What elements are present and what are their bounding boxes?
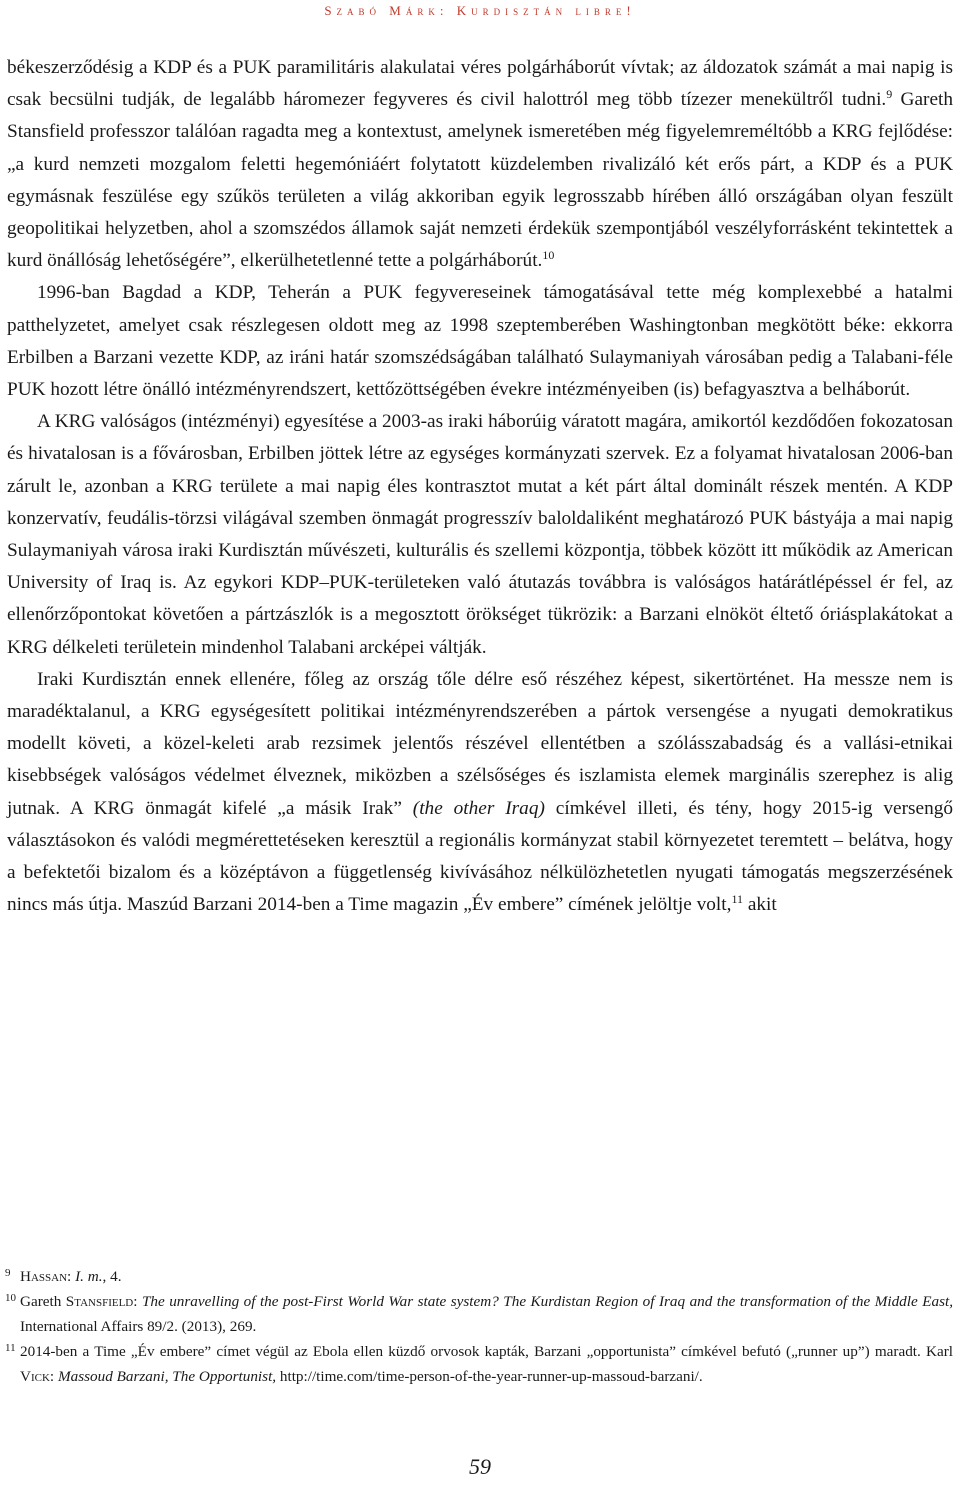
footnote — [7, 1264, 953, 1289]
footnote-link[interactable]: http://time.com/time-person-of-the-year-runner-up-massoud-barzani/. — [276, 1368, 703, 1385]
footnote-number: 11 — [5, 1342, 16, 1354]
footnote-author: Stansfield — [65, 1293, 134, 1310]
footnote-prefix: Gareth — [20, 1293, 66, 1310]
footnotes — [7, 1264, 953, 1389]
footnote-ref[interactable]: 11 — [731, 892, 744, 907]
footnote — [7, 1339, 953, 1389]
paragraph-text: címkével illeti, és tény, hogy 2015-ig versengő választásokon és valódi megmérettetéseken keresztül a regionális kormányzat stabil környezetet teremtett – belátva, hogy a befektetői bizalom és a középtávon a függetlenség kivívásához nélkülözhetetlen nyugati támogatás megszerzésének nincs más útja. Maszúd Barzani 2014-ben a Time magazin „Év embere” címének jelöltje volt, — [7, 797, 953, 916]
paragraph: A KRG valóságos (intézményi) egyesítése a 2003-as iraki háborúig váratott magára, amikortól kezdődően fokozatosan és hivatalosan is a fővárosban, Erbilben jöttek létre az egységes kormányzati szervek. Ez a folyamat hivatalosan 2006-ban zárult le, azonban a KRG területe a mai napig éles kontrasztot mutat a két párt által dominált részek mentén. A KDP konzervatív, feudális-törzsi világával szemben önmagát progresszív baloldaliként meghatározó PUK bástyája a mai napig Sulaymaniyah városa iraki Kurdisztán művészeti, kulturális és szellemi központja, többek között itt működik az American University of Iraq is. Az egykori KDP–PUK-területeken való átutazás továbbra is valóságos határátlépéssel ér fel, az ellenőrzőpontokat követően a pártzászlók is a megosztott örökséget tükrözik: a Barzani elnököt éltető óriásplakátokat a KRG délkeleti területein mindenhol Talabani arcképei váltják. — [7, 411, 953, 658]
paragraph — [7, 664, 953, 922]
footnote-prefix: 2014-ben a Time „Év embere” címet végül az Ebola ellen küzdő orvosok kapták, Barzani „opportunista” címkével befutó („runner up”) maradt. Karl — [20, 1343, 953, 1360]
paragraph-text: Iraki Kurdisztán ennek ellenére, főleg az ország tőle délre eső részéhez képest, sikertörténet. Ha messze nem is maradéktalanul, a KRG egységesített politikai intézményrendszerében a pártok versengése a nyugati demokratikus modellt követi, a közel-keleti arab rezsimek jelentős részével ellentétben a szólásszabadság és a vallási-etnikai kisebbségek valóságos védelmet élveznek, miközben a szélsőséges és iszlamista elemek marginális szerephez is alig jutnak. A KRG önmagát kifelé „a másik Irak” — [7, 668, 953, 819]
footnote-sep: : — [67, 1268, 76, 1285]
footnote-title: The unravelling of the post-First World War state system? The Kurdistan Region of Iraq and the transformation of the Middle East, — [141, 1293, 953, 1310]
footnote-rest: , 4. — [102, 1268, 122, 1285]
footnote — [7, 1289, 953, 1339]
footnote-ref[interactable]: 9 — [886, 87, 893, 102]
running-head: Szabó Márk: Kurdisztán libre! — [324, 3, 636, 18]
footnote-title: I. m. — [75, 1268, 103, 1285]
paragraph — [7, 52, 953, 277]
paragraph-text: akit — [743, 894, 777, 916]
italic-phrase: (the other Iraq) — [412, 797, 545, 819]
footnote-number: 9 — [5, 1267, 11, 1279]
footnote-author: Vick — [20, 1368, 50, 1385]
footnote-rest: International Affairs 89/2. (2013), 269. — [20, 1318, 257, 1335]
body-text — [7, 52, 953, 921]
footnote-title: Massoud Barzani, The Opportunist, — [57, 1368, 277, 1385]
page-number: 59 — [469, 1454, 491, 1479]
paragraph: 1996-ban Bagdad a KDP, Teherán a PUK fegyvereseinek támogatásával tette még komplexebbé a hatalmi patthelyzetet, amelyet csak részlegesen oldott meg az 1998 szeptemberében Washingtonban megkötött béke: ekkorra Erbilben a Barzani vezette KDP, az iráni határ szomszédságában található Sulaymaniyah városában pedig a Talabani-féle PUK hozott létre önálló intézményrendszert, kettőzöttségében évekre intézményeiben (is) befagyasztva a belháborút. — [7, 282, 953, 401]
footnote-ref[interactable]: 10 — [542, 248, 555, 263]
paragraph-text: Gareth Stansfield professzor találóan ragadta meg a kontextust, amelynek ismeretében még figyelemreméltóbb a KRG fejlődése: „a kurd nemzeti mozgalom feletti hegemóniáért folytatott küzdelemben rivalizáló két erős párt, a KDP és a PUK egymásnak feszülése egy szűkös területen a világ akkoriban egyik legrosszabb hírében álló országában olyan feszült geopolitikai helyzetben, ahol a szomszédos államok saját nemzeti érdekük szempontjából veszélyforrásként tekintettek a kurd önállóság lehetőségére”, elkerülhetetlenné tette a polgárháborút. — [7, 89, 953, 272]
footnote-sep: : — [133, 1293, 142, 1310]
footnote-number: 10 — [5, 1292, 16, 1304]
paragraph-text: békeszerződésig a KDP és a PUK paramilitáris alakulatai véres polgárháborút vívtak; az áldozatok számát a mai napig is csak becsülni tudják, de legalább háromezer fegyveres és civil halottról meg több tízezer menekültről tudni. — [7, 57, 953, 111]
footnote-sep: : — [49, 1368, 58, 1385]
footnote-author: Hassan — [20, 1268, 68, 1285]
